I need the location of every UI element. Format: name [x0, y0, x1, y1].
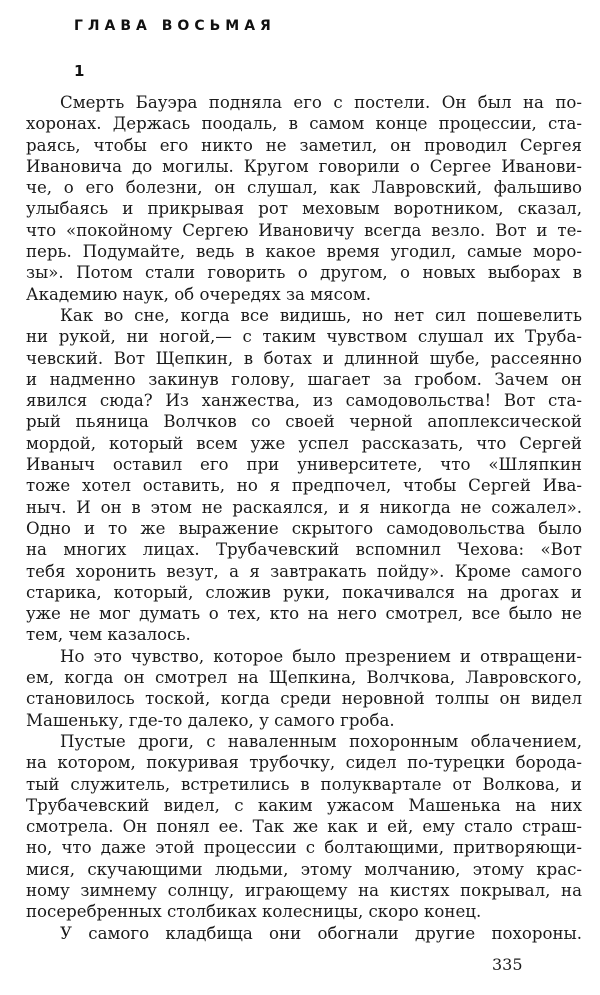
- text-line: уже не мог думать о тех, кто на него смотрел, все было не: [26, 604, 582, 624]
- text-line: тебя хоронить везут, а я завтракать пойду». Кроме самого: [26, 561, 582, 581]
- text-line: перь. Подумайте, ведь в какое время угодил, самые моро-: [26, 242, 582, 262]
- text-line: посеребренных столбиках колесницы, скоро конец.: [26, 902, 482, 922]
- text-line: Смерть Бауэра подняла его с постели. Он был на по-: [60, 93, 582, 112]
- text-line: и надменно закинув голову, шагает за гробом. Зачем он: [26, 369, 582, 389]
- text-line: явился сюда? Из ханжества, из самодовольства! Вот ста-: [26, 391, 582, 411]
- text-line: тый служитель, встретились в полуквартале от Волкова, и: [26, 774, 582, 794]
- text-line: ем, когда он смотрел на Щепкина, Волчкова, Лавровского,: [26, 668, 582, 688]
- text-line: на многих лицах. Трубачевский вспомнил Чехова: «Вот: [26, 540, 582, 560]
- text-line: улыбаясь и прикрывая рот меховым воротником, сказал,: [26, 199, 582, 219]
- text-line: У самого кладбища они обогнали другие похороны.: [60, 923, 582, 943]
- text-line: но, что даже этой процессии с болтающими, притворяющи-: [26, 838, 582, 858]
- text-line: Одно и то же выражение скрытого самодовольства было: [26, 518, 582, 538]
- text-line: Иваныч оставил его при университете, что «Шляпкин: [26, 455, 582, 475]
- text-line: старика, который, сложив руки, покачивался на дрогах и: [26, 582, 582, 602]
- text-line: чевский. Вот Щепкин, в ботах и длинной шубе, рассеянно: [26, 348, 582, 368]
- text-line: тоже хотел оставить, но я предпочел, чтобы Сергей Ива-: [26, 476, 582, 496]
- section-number: 1: [74, 62, 85, 80]
- text-line: смотрела. Он понял ее. Так же как и ей, ему стало страш-: [26, 817, 582, 837]
- text-line: Трубачевский видел, с каким ужасом Машенька на них: [26, 795, 582, 815]
- page-number: 335: [492, 955, 523, 974]
- text-line: Академию наук, об очередях за мясом.: [26, 284, 372, 304]
- chapter-title: ГЛАВА ВОСЬМАЯ: [74, 18, 276, 34]
- text-line: становилось тоской, когда среди неровной толпы он видел: [26, 689, 582, 709]
- text-line: Машеньку, где-то далеко, у самого гроба.: [26, 710, 395, 730]
- text-line: ному зимнему солнцу, играющему на кистях покрывал, на: [26, 880, 582, 900]
- text-line: че, о его болезни, он слушал, как Лавровский, фальшиво: [26, 178, 582, 198]
- text-line: Как во сне, когда все видишь, но нет сил пошевелить: [60, 305, 582, 325]
- text-line: Но это чувство, которое было презрением и отвращени-: [60, 646, 582, 666]
- text-line: зы». Потом стали говорить о другом, о новых выборах в: [26, 263, 582, 283]
- text-line: раясь, чтобы его никто не заметил, он проводил Сергея: [26, 135, 582, 155]
- text-line: Пустые дроги, с наваленным похоронным облачением,: [60, 731, 582, 751]
- text-line: ни рукой, ни ногой,— с таким чувством слушал их Труба-: [26, 327, 582, 347]
- text-line: рый пьяница Волчков со своей черной апоплексической: [26, 412, 582, 432]
- body-text: [26, 92, 582, 944]
- text-line: что «покойному Сергею Ивановичу всегда везло. Вот и те-: [26, 220, 582, 240]
- text-line: на котором, покуривая трубочку, сидел по-турецки борода-: [26, 753, 582, 773]
- text-line: Ивановича до могилы. Кругом говорили о Сергее Иванови-: [26, 156, 582, 176]
- text-line: ныч. И он в этом не раскаялся, и я никогда не сожалел».: [26, 497, 582, 517]
- text-line: хоронах. Держась поодаль, в самом конце процессии, ста-: [26, 114, 582, 134]
- text-line: мися, скучающими людьми, этому молчанию, этому крас-: [26, 859, 582, 879]
- text-line: тем, чем казалось.: [26, 625, 191, 645]
- text-line: мордой, который всем уже успел рассказать, что Сергей: [26, 433, 582, 453]
